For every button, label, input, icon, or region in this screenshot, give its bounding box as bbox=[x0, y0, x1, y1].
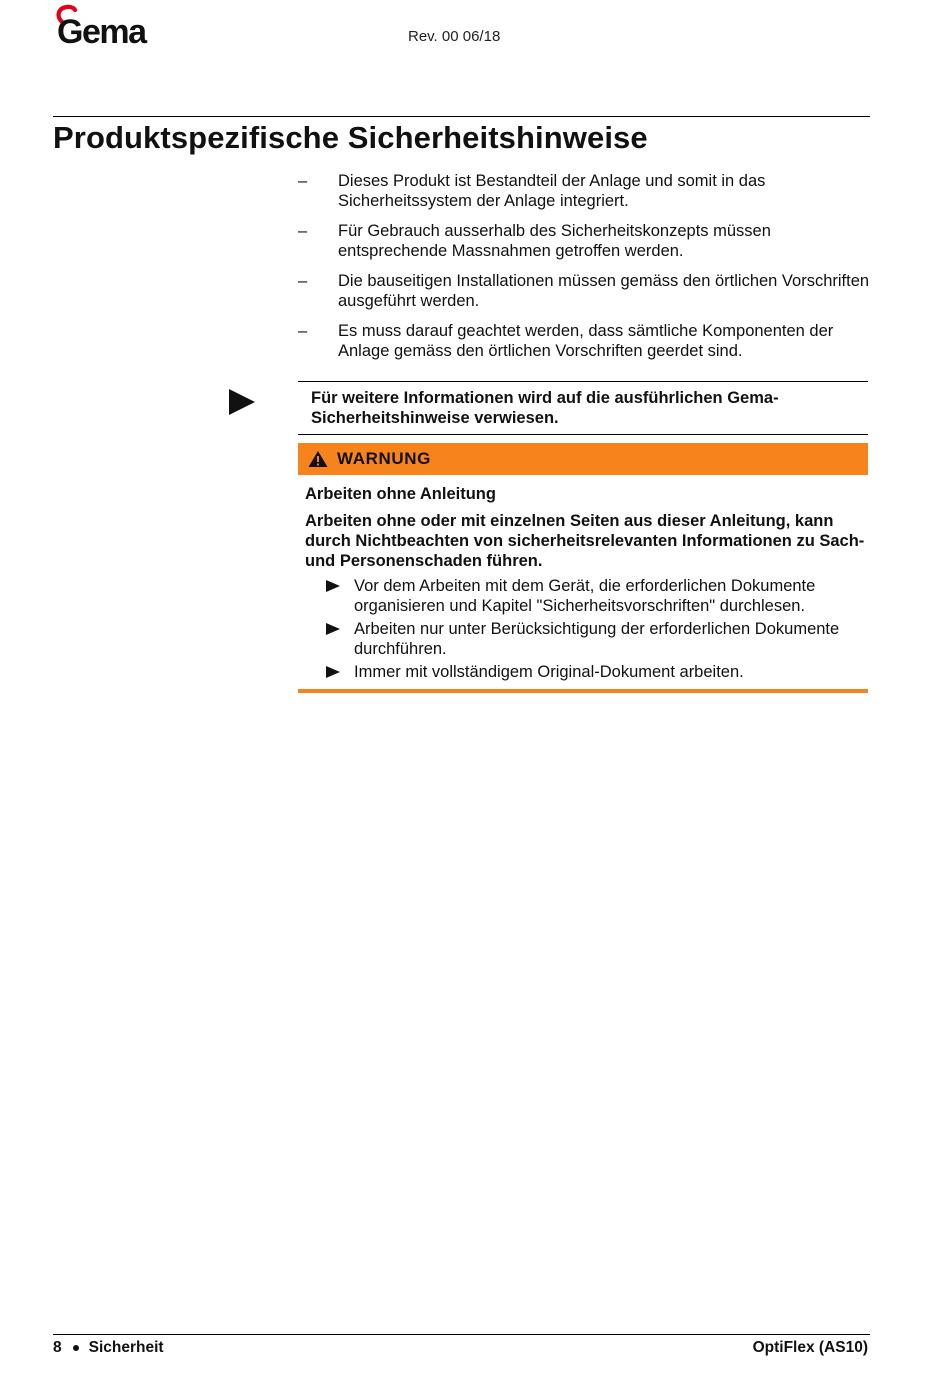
warning-heading: Arbeiten ohne Anleitung bbox=[305, 485, 496, 503]
dash-marker: – bbox=[298, 172, 308, 190]
warning-text: Arbeiten ohne oder mit einzelnen Seiten aus dieser Anleitung, kann durch Nichtbeachten von sicherheitsrelevanten Informationen zu Sach- und Personenschaden führen. bbox=[305, 512, 865, 570]
list-item bbox=[305, 576, 868, 616]
list-item bbox=[298, 271, 870, 311]
safety-list bbox=[298, 171, 870, 371]
list-item bbox=[305, 662, 868, 682]
header-divider bbox=[53, 116, 870, 117]
section-name: Sicherheit bbox=[88, 1339, 164, 1356]
step-arrow-icon bbox=[326, 666, 340, 678]
warning-label: WARNUNG bbox=[337, 449, 431, 468]
list-item-text: Dieses Produkt ist Bestandteil der Anlage und somit in das Sicherheitssystem der Anlage integriert. bbox=[338, 172, 766, 210]
list-item-text: Die bauseitigen Installationen müssen gemäss den örtlichen Vorschriften ausgeführt werden. bbox=[338, 272, 870, 310]
footer-section bbox=[53, 1339, 164, 1357]
page-number: 8 bbox=[53, 1339, 62, 1356]
note-arrow-icon bbox=[228, 388, 256, 416]
revision-label: Rev. 00 06/18 bbox=[408, 28, 501, 45]
list-item bbox=[298, 321, 870, 361]
list-item bbox=[298, 221, 870, 261]
list-item bbox=[298, 171, 870, 211]
step-text: Vor dem Arbeiten mit dem Gerät, die erforderlichen Dokumente organisieren und Kapitel "Sicherheitsvorschriften" durchlesen. bbox=[354, 577, 816, 615]
list-item bbox=[305, 619, 868, 659]
info-note: Für weitere Informationen wird auf die ausführlichen Gema-Sicherheitshinweise verwiesen. bbox=[298, 381, 868, 435]
footer-divider bbox=[53, 1334, 870, 1335]
dash-marker: – bbox=[298, 322, 308, 340]
dash-marker: – bbox=[298, 222, 308, 240]
warning-steps bbox=[305, 576, 868, 685]
gema-logo bbox=[53, 4, 165, 48]
list-item-text: Es muss darauf geachtet werden, dass sämtliche Komponenten der Anlage gemäss den örtlichen Vorschriften geerdet sind. bbox=[338, 322, 834, 360]
warning-bottom-rule bbox=[298, 689, 868, 693]
brand-label: Gema bbox=[57, 13, 146, 48]
step-text: Immer mit vollständigem Original-Dokument arbeiten. bbox=[354, 663, 744, 681]
bullet-icon bbox=[73, 1345, 79, 1351]
warning-bar bbox=[298, 443, 868, 475]
product-name: OptiFlex (AS10) bbox=[752, 1339, 868, 1356]
step-arrow-icon bbox=[326, 623, 340, 635]
step-arrow-icon bbox=[326, 580, 340, 592]
step-text: Arbeiten nur unter Berücksichtigung der erforderlichen Dokumente durchführen. bbox=[354, 620, 840, 658]
dash-marker: – bbox=[298, 272, 308, 290]
list-item-text: Für Gebrauch ausserhalb des Sicherheitskonzepts müssen entsprechende Massnahmen getroffen werden. bbox=[338, 222, 771, 260]
warning-triangle-icon bbox=[308, 450, 328, 468]
page-title: Produktspezifische Sicherheitshinweise bbox=[53, 120, 648, 155]
